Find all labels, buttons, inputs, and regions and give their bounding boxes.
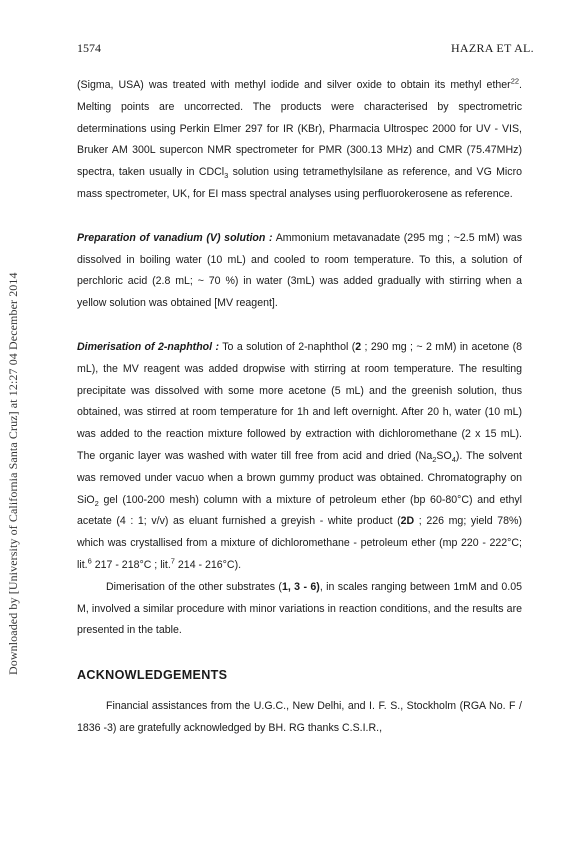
body-text — [77, 75, 522, 740]
subscript: 2 — [432, 455, 437, 465]
running-head: HAZRA ET AL. — [450, 41, 534, 55]
subscript: 3 — [224, 171, 229, 181]
text-run: (Sigma, USA) was treated with methyl iodide and silver oxide to obtain its methyl ether — [77, 79, 511, 91]
dimerisation-paragraph — [77, 337, 522, 577]
text-run: 214 - 216°C). — [174, 558, 242, 571]
subscript: 2 — [94, 498, 99, 508]
runin-heading: Preparation of vanadium (V) solution : — [77, 231, 273, 244]
runin-heading: Dimerisation of 2-naphthol : — [77, 340, 220, 353]
text-run: gel (100-200 mesh) column with a mixture of petroleum ether (bp 60-80°C) and ethyl acetate (4 : 1; v/v) as eluant furnished a greyish - white product ( — [77, 493, 522, 528]
text-run: 217 - 218°C ; lit. — [91, 558, 171, 571]
text-run: , in scales ranging between 1mM and 0.05 M, involved a similar procedure with minor variations in reaction conditions, and the results are presented in the table. — [77, 580, 523, 637]
text-run: ; 226 mg; yield 78%) which was crystallised from a mixture of dichloromethane - petroleum ether (mp 220 - 222°C; lit. — [77, 515, 522, 571]
reference-superscript: 22 — [510, 76, 520, 86]
text-run: solution using tetramethylsilane as reference, and VG Micro mass spectrometer, UK, for EI mass spectral analyses using perfluorokerosene as reference. — [77, 166, 522, 200]
vanadium-paragraph — [77, 228, 522, 315]
text-run: ). The solvent was removed under vacuo when a brown gummy product was obtained. Chromatography on SiO — [77, 449, 522, 506]
text-run: Ammonium metavanadate (295 mg ; ~2.5 mM) was dissolved in boiling water (10 mL) and cooled to room temperature. To this, a solution of perchloric acid (2.8 mL; ~ 70 %) in water (3mL) was added gradually with stirring when a yellow solution was obtained [MV reagent]. — [77, 231, 522, 310]
text-run: To a solution of 2-naphthol ( — [219, 340, 356, 353]
text-run: SO — [436, 449, 452, 462]
text-run: Dimerisation of the other substrates ( — [106, 580, 282, 593]
reference-superscript: 6 — [87, 556, 92, 566]
subscript: 4 — [451, 455, 456, 465]
compound-number: 2 — [355, 340, 362, 353]
acknowledgements-paragraph: Financial assistances from the U.G.C., New Delhi, and I. F. S., Stockholm (RGA No. F / 1836 -3) are gratefully acknowledged by BH. RG thanks C.S.I.R., — [77, 700, 522, 734]
text-run: ; 290 mg ; ~ 2 mM) in acetone (8 mL), the MV reagent was added dropwise with stirring at room temperature. The resulting precipitate was dissolved with some more acetone (5 mL) and the greenish solution, thus obtained, was stirred at room temperature for 1h and left overnight. After 20 h, water (10 mL) was added to the reaction mixture followed by extraction with dichloromethane (2 x 15 mL). The organic layer was washed with water till free from acid and dried (Na — [77, 340, 522, 462]
page-number: 1574 — [77, 41, 101, 55]
compound-number: 1, 3 - 6) — [281, 580, 320, 593]
acknowledgements-heading: ACKNOWLEDGEMENTS — [77, 668, 228, 683]
reference-superscript: 7 — [170, 556, 175, 566]
dimerisation-other-paragraph — [77, 577, 522, 642]
download-watermark: Downloaded by [University of California Santa Cruz] at 12:27 04 December 2014 — [6, 272, 20, 675]
compound-number: 2D — [400, 515, 415, 528]
intro-paragraph — [77, 75, 522, 206]
text-run: . Melting points are uncorrected. The products were characterised by spectrometric determinations using Perkin Elmer 297 for IR (KBr), Pharmacia Ultrospec 2000 for UV - VIS, Bruker AM 300L supercon NMR spectrometer for PMR (300.13 MHz) and CMR (75.47MHz) spectra, taken usually in CDCl — [77, 79, 522, 179]
